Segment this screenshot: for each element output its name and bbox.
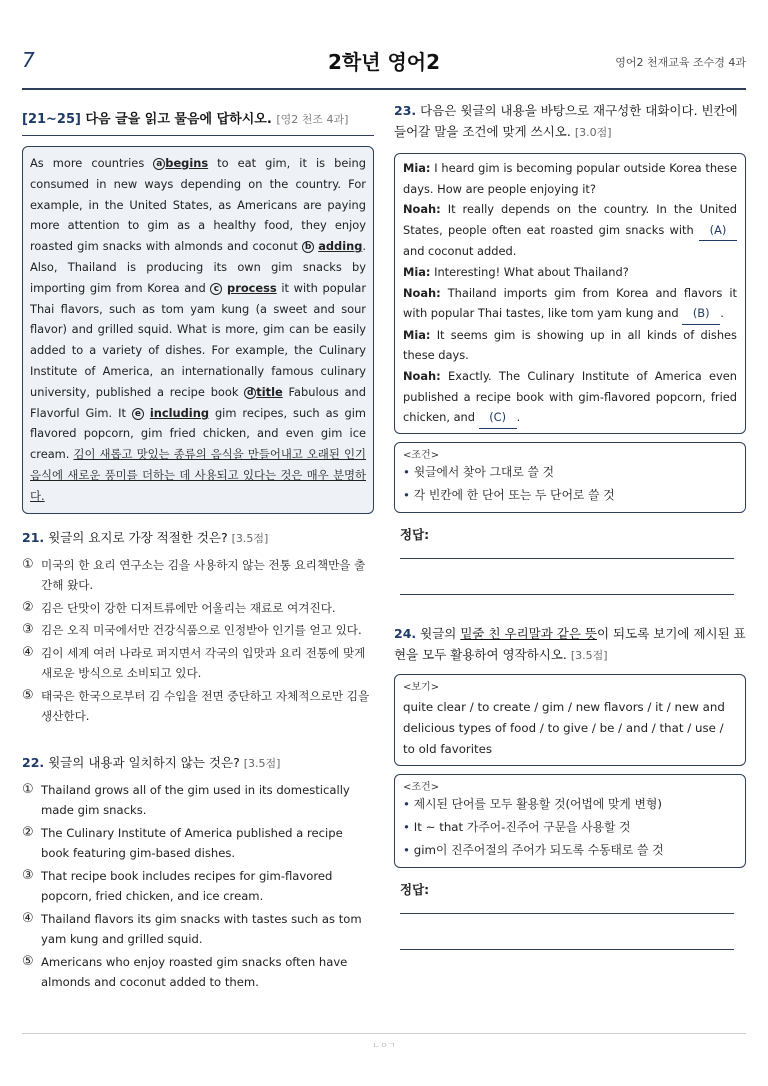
dialog-line: [403, 366, 737, 429]
answer-option[interactable]: [22, 598, 374, 619]
dialog-text: I heard gim is becoming popular outside Korea these days. How are people enjoying it?: [403, 161, 737, 196]
answer-option[interactable]: [22, 866, 374, 907]
passage-text: it with popular Thai flavors, such as tom yam kung (a sweet and sour flavor) and grilled squid. What is more, gim can be easily added to a variety of dishes. For example, the Culinary Institute of America, an internationally famous culinary university, published a recipe book: [30, 280, 367, 399]
section-heading: [22, 108, 374, 136]
question-text: 윗글의: [420, 625, 461, 641]
marked-word-d: title: [256, 384, 283, 399]
option-text: The Culinary Institute of America published a recipe book featuring gim-based dishes.: [41, 825, 343, 861]
speaker-label: Noah:: [403, 368, 441, 383]
answer-line[interactable]: [400, 559, 734, 595]
passage-text: Fabulous and Flavorful Gim. It: [30, 384, 366, 420]
dialog-line: [403, 199, 737, 262]
dialog-text: .: [516, 410, 521, 425]
answer-line[interactable]: [400, 898, 734, 914]
answer-option[interactable]: [22, 620, 374, 641]
answer-option[interactable]: [22, 952, 374, 993]
marker-d: d: [244, 387, 256, 399]
marked-word-a: begins: [165, 156, 209, 170]
section-instruction: 다음 글을 읽고 물음에 답하시오.: [85, 112, 272, 127]
condition-item: • 윗글에서 찾아 그대로 쓸 것: [403, 461, 737, 484]
option-text: 김은 단맛이 강한 디저트류에만 어울리는 재료로 여겨진다.: [41, 600, 336, 615]
option-text: 김은 오직 미국에서만 건강식품으로 인정받아 인기를 얻고 있다.: [41, 623, 362, 638]
answer-line[interactable]: [400, 543, 734, 559]
dialog-line: [403, 262, 737, 283]
question-text: 이 되도록 보기에 제시된 표현을 모두 활용하여 영작하시오.: [394, 625, 746, 662]
speaker-label: Noah:: [403, 202, 441, 217]
dialog-line: [403, 283, 737, 325]
option-number: ④: [22, 910, 34, 926]
answer-label: 정답:: [400, 881, 430, 897]
q22-options: [22, 780, 374, 993]
footer-mark: ㄴㅇㄱ: [372, 1041, 396, 1050]
option-number: ①: [22, 781, 34, 797]
dialog-line: [403, 158, 737, 199]
option-number: ③: [22, 622, 34, 638]
blank-a: (A): [699, 220, 737, 242]
dialog-text: Interesting! What about Thailand?: [430, 264, 629, 279]
option-number: ④: [22, 644, 34, 660]
option-text: Thailand flavors its gim snacks with tastes such as tom yam kung and grilled squid.: [41, 911, 362, 947]
question-points: [3.5점]: [231, 531, 269, 545]
question-text: 다음은 윗글의 내용을 바탕으로 재구성한 대화이다. 빈칸에 들어갈 말을 조건에 맞게 쓰시오.: [394, 103, 738, 139]
marker-e: e: [132, 408, 144, 420]
conditions-box-24: [394, 774, 746, 868]
question-points: [3.0점]: [574, 126, 612, 139]
bogi-text: quite clear / to create / gim / new flavors / it / new and delicious types of food / to give / be / and / that / use / to old favorites: [403, 699, 725, 756]
option-number: ⑤: [22, 953, 34, 969]
box-title: <보기>: [403, 681, 440, 693]
question-24: [394, 623, 746, 666]
dialog-text: .: [720, 306, 724, 321]
answer-option[interactable]: [22, 643, 374, 684]
option-text: 태국은 한국으로부터 김 수입을 전면 중단하고 자체적으로만 김을 생산한다.: [41, 688, 370, 724]
answer-option[interactable]: [22, 823, 374, 864]
option-text: 미국의 한 요리 연구소는 김을 사용하지 않는 전통 요리책만을 출간해 왔다.: [41, 557, 366, 593]
page-title: 2학년 영어2: [327, 50, 441, 74]
footer-divider: [22, 1033, 746, 1034]
speaker-label: Mia:: [403, 161, 431, 175]
q21-options: [22, 555, 374, 727]
option-number: ②: [22, 599, 34, 615]
question-text: 윗글의 내용과 일치하지 않는 것은?: [48, 754, 240, 770]
passage-text: As more countries: [30, 156, 154, 170]
condition-item: • 각 빈칸에 한 단어 또는 두 단어로 쓸 것: [403, 484, 737, 507]
question-underlined-text: 밑줄 친 우리말과 같은 뜻: [460, 625, 597, 641]
question-points: [3.5점]: [570, 648, 608, 662]
box-title: <조건>: [403, 449, 440, 461]
option-number: ①: [22, 556, 34, 572]
option-text: Thailand grows all of the gim used in its domestically made gim snacks.: [41, 782, 350, 818]
dialog-text: Thailand imports gim from Korea and flavors it with popular Thai tastes, like tom yam kung and: [403, 285, 737, 321]
dialog-text: It really depends on the country. In the United States, people often eat roasted gim snacks with: [403, 202, 737, 237]
dialog-text: It seems gim is showing up in all kinds of dishes these days.: [403, 327, 737, 363]
marker-c: c: [210, 283, 222, 295]
answer-line[interactable]: [400, 914, 734, 950]
question-number: 21.: [22, 529, 45, 545]
speaker-label: Mia:: [403, 264, 431, 279]
question-text: 윗글의 요지로 가장 적절한 것은?: [48, 529, 228, 545]
question-23: [394, 100, 746, 143]
marked-word-b: adding: [318, 239, 363, 254]
question-22: [22, 753, 374, 771]
left-column: [22, 104, 374, 995]
blank-b: (B): [682, 303, 720, 325]
condition-item: • It ~ that 가주어-진주어 구문을 사용할 것: [403, 816, 737, 839]
answer-label: 정답:: [400, 526, 430, 542]
marked-word-e: including: [149, 405, 209, 420]
page-header: [22, 44, 746, 90]
dialog-line: [403, 325, 737, 366]
course-info: 영어2 천재교육 조수경 4과: [615, 56, 746, 69]
passage-text: gim recipes, such as gim flavored popcorn, gim fried chicken, and even gim ice cream.: [30, 405, 366, 462]
marked-word-c: process: [227, 280, 277, 295]
condition-item: • 제시된 단어를 모두 활용할 것(어법에 맞게 변형): [403, 793, 737, 816]
marker-a: a: [153, 158, 165, 170]
speaker-label: Noah:: [403, 285, 441, 300]
option-number: ③: [22, 867, 34, 883]
question-21: [22, 528, 374, 546]
page-number: 7: [22, 48, 35, 72]
question-number: 23.: [394, 103, 417, 118]
question-points: [3.5점]: [243, 756, 281, 770]
condition-item: • gim이 진주어절의 주어가 되도록 수동태로 쓸 것: [403, 839, 737, 862]
passage-text: . Also, Thailand is producing its own gim snacks by importing gim from Korea and: [30, 239, 366, 295]
right-column: [394, 100, 746, 950]
question-number: 22.: [22, 754, 45, 770]
marker-b: b: [302, 241, 314, 253]
option-text: 김이 세계 여러 나라로 퍼지면서 각국의 입맛과 요리 전통에 맞게 새로운 방식으로 소비되고 있다.: [41, 645, 366, 681]
speaker-label: Mia:: [403, 327, 431, 342]
blank-c: (C): [479, 407, 517, 429]
dialog-text: Exactly. The Culinary Institute of America even published a recipe book with gim-flavored popcorn, fried chicken, and: [403, 368, 737, 425]
box-title: <조건>: [403, 781, 440, 793]
dialog-box: [394, 153, 746, 434]
reading-passage: [22, 146, 374, 514]
option-number: ⑤: [22, 687, 34, 703]
answer-option[interactable]: [22, 686, 374, 727]
answer-option[interactable]: [22, 780, 374, 821]
answer-option[interactable]: [22, 909, 374, 950]
question-number: 24.: [394, 625, 417, 641]
answer-option[interactable]: [22, 555, 374, 596]
bogi-box: [394, 674, 746, 766]
option-number: ②: [22, 824, 34, 840]
section-range: [21~25]: [22, 112, 81, 127]
underlined-korean-sentence: 김이 새롭고 맛있는 종류의 음식을 만들어내고 오래된 인기 음식에 새로운 풍미를 더하는 데 사용되고 있다는 것은 매우 분명하다.: [30, 447, 366, 503]
option-text: Americans who enjoy roasted gim snacks often have almonds and coconut added to them.: [41, 954, 348, 990]
passage-text: to eat gim, it is being consumed in new ways depending on the country. For example, in the United States, as Americans are paying more attention to gim as a healthy food, they enjoy roasted gim snacks with almonds and coconut: [30, 156, 366, 254]
section-source: [영2 천조 4과]: [276, 113, 349, 126]
conditions-box-23: [394, 442, 746, 513]
option-text: That recipe book includes recipes for gim-flavored popcorn, fried chicken, and ice cream.: [41, 868, 333, 904]
dialog-text: and coconut added.: [403, 244, 517, 259]
